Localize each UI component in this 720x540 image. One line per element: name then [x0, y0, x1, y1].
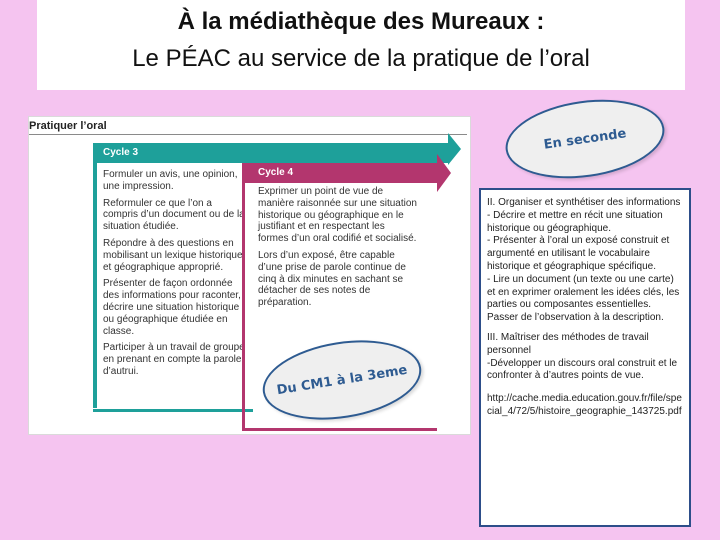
cm1-label: Du CM1 à la 3eme: [275, 362, 409, 398]
source-link[interactable]: http://cache.media.education.gouv.fr/file/special_4/72/5/histoire_geographie_143725.pdf: [487, 393, 682, 417]
section2-title: II. Organiser et synthétiser des informations: [487, 197, 681, 208]
slide-title: À la médiathèque des Mureaux :: [177, 8, 545, 35]
cycle3-item: Formuler un avis, une opinion, une impression.: [103, 169, 238, 192]
cycle4-header: Cycle 4: [242, 163, 437, 183]
section2-item: - Lire un document (un texte ou une carte) et en exprimer oralement les idées clés, les parties ou composantes essentielles. Passer de l’observation à la description.: [487, 273, 680, 324]
cycle4-arrow-icon: [437, 154, 451, 192]
cycle3-list: [103, 169, 248, 383]
section2-item: - Décrire et mettre en récit une situation historique ou géographique.: [487, 209, 663, 234]
figure-heading: Pratiquer l’oral: [29, 120, 107, 132]
cycle4-item: Exprimer un point de vue de manière raisonnée sur une situation historique ou géographique en le justifiant et en respectant les formes d’un oral codifié et socialisé.: [258, 186, 417, 245]
cycle3-header: Cycle 3: [93, 143, 448, 163]
figure-divider: [29, 134, 467, 135]
section3-item: -Développer un discours oral construit et le confronter à d’autres points de vue.: [487, 357, 678, 382]
cycle3-item: Reformuler ce que l’on a compris d’un document ou de la situation étudiée.: [103, 197, 245, 233]
cycle4-item: Lors d’un exposé, être capable d’une prise de parole continue de cinq à dix minutes en sachant se détacher de ses notes de préparation.: [258, 249, 406, 309]
slide-subtitle: Le PÉAC au service de la pratique de l’oral: [132, 45, 590, 72]
cycle3-item: Répondre à des questions en mobilisant un lexique historique et géographique approprié.: [103, 237, 243, 273]
cycle3-item: Participer à un travail de groupe en prenant en compte la parole d’autrui.: [103, 342, 245, 377]
cycle4-bottom-rule: [242, 428, 437, 431]
seconde-bubble: [500, 90, 669, 188]
cycle3-item: Présenter de façon ordonnée des informations pour raconter, décrire une situation historique ou géographique étudiée en classe.: [103, 278, 241, 337]
seconde-label: En seconde: [542, 125, 628, 153]
programme-textbox: [479, 188, 691, 527]
title-box: [37, 0, 685, 90]
section3-title: III. Maîtriser des méthodes de travail personnel: [487, 331, 649, 356]
section2-item: - Présenter à l’oral un exposé construit et argumenté en utilisant le vocabulaire historique et géographique spécifique.: [487, 235, 670, 272]
cycle4-list: [258, 186, 418, 314]
cycle3-bottom-rule: [93, 409, 253, 412]
